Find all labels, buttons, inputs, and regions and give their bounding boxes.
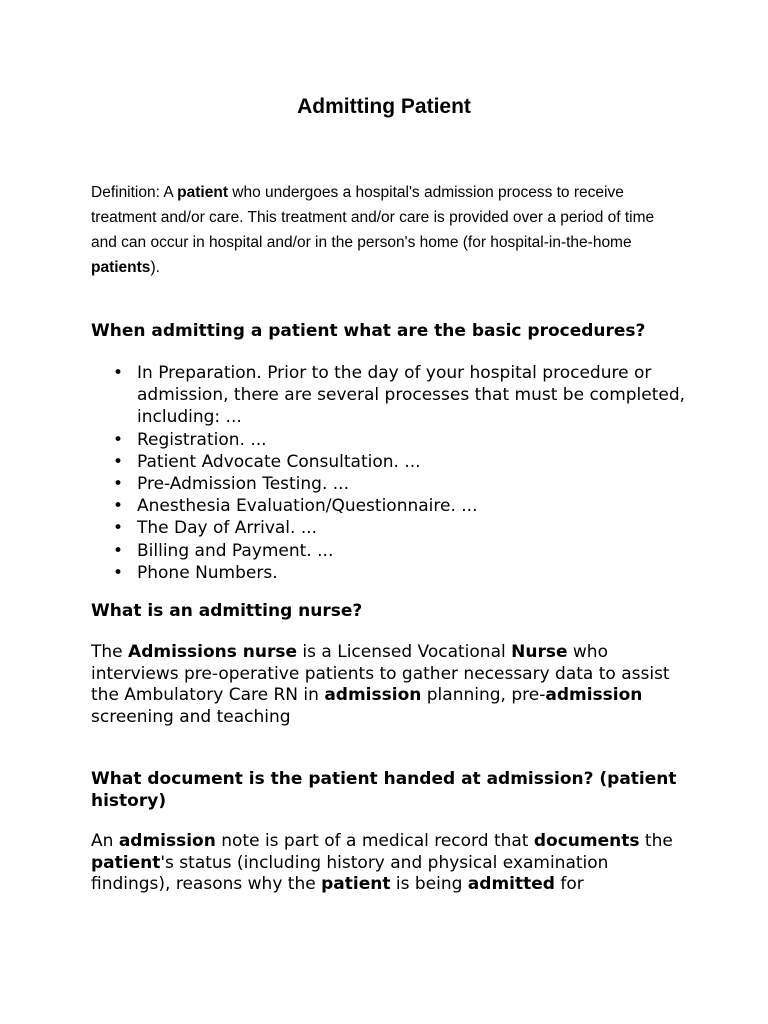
bold-term: Nurse bbox=[511, 642, 568, 662]
bold-term: patient bbox=[321, 874, 391, 894]
text-run: who interviews pre-operative patients to gather necessary data to assist the Ambulatory Care RN in bbox=[91, 642, 670, 705]
text-run: for bbox=[554, 874, 584, 894]
list-item bbox=[113, 562, 691, 584]
bullet-icon: • bbox=[113, 540, 124, 561]
procedures-heading: When admitting a patient what are the basic procedures? bbox=[91, 321, 646, 341]
definition-label: Definition: A bbox=[91, 184, 178, 201]
list-item-text: Phone Numbers. bbox=[137, 562, 278, 583]
page-title: Admitting Patient bbox=[297, 95, 471, 118]
list-item-text: Patient Advocate Consultation. ... bbox=[137, 451, 421, 472]
definition-patient-term: patient bbox=[177, 184, 228, 201]
list-item-text: Billing and Payment. ... bbox=[137, 540, 334, 561]
bold-term: admission bbox=[545, 685, 643, 705]
list-item-text: Anesthesia Evaluation/Questionnaire. ... bbox=[137, 496, 478, 517]
text-run: screening and teaching bbox=[91, 706, 291, 727]
text-run: the bbox=[639, 831, 673, 851]
definition-patients-term: patients bbox=[91, 259, 151, 276]
admitting-nurse-heading: What is an admitting nurse? bbox=[91, 601, 363, 621]
bold-term: admission bbox=[324, 685, 422, 705]
text-run: is being bbox=[390, 874, 468, 894]
bold-term: documents bbox=[533, 831, 640, 851]
definition-text: who undergoes a hospital's admission process to receive treatment and/or care. This treatment and/or care is provided over a period of time and can occur in hospital and/or in the person's home (for hospital-in-the-home bbox=[91, 184, 655, 251]
bullet-icon: • bbox=[113, 562, 124, 583]
list-item bbox=[113, 429, 691, 451]
text-run: The bbox=[91, 642, 129, 662]
procedures-list bbox=[91, 362, 691, 584]
text-run: planning, pre- bbox=[421, 685, 546, 705]
list-item bbox=[113, 451, 691, 473]
list-item bbox=[113, 495, 691, 517]
definition-text-end: ). bbox=[150, 259, 160, 276]
bold-term: Admissions nurse bbox=[128, 642, 298, 662]
list-item-text: The Day of Arrival. ... bbox=[137, 518, 318, 539]
admission-document-paragraph bbox=[91, 831, 681, 896]
bold-term: admission bbox=[118, 831, 216, 851]
list-item-text: In Preparation. Prior to the day of your hospital procedure or admission, there are several processes that must be completed, including: ... bbox=[137, 363, 686, 428]
bullet-icon: • bbox=[113, 496, 124, 517]
text-run: An bbox=[91, 831, 119, 851]
admission-document-heading: What document is the patient handed at admission? (patient history) bbox=[91, 769, 677, 811]
definition-paragraph bbox=[91, 180, 681, 280]
list-item bbox=[113, 473, 691, 495]
list-item bbox=[113, 362, 691, 429]
bold-term: patient bbox=[91, 852, 161, 873]
text-run: is a Licensed Vocational bbox=[297, 642, 512, 662]
bullet-icon: • bbox=[113, 429, 124, 450]
bullet-icon: • bbox=[113, 474, 124, 495]
bullet-icon: • bbox=[113, 518, 124, 539]
list-item-text: Registration. ... bbox=[137, 429, 267, 450]
text-run: 's status (including history and physical examination findings), reasons why the bbox=[91, 852, 609, 894]
text-run: note is part of a medical record that bbox=[215, 831, 534, 851]
bold-term: admitted bbox=[467, 874, 555, 894]
bullet-icon: • bbox=[113, 363, 124, 383]
list-item bbox=[113, 517, 691, 539]
admitting-nurse-paragraph bbox=[91, 642, 681, 728]
bullet-icon: • bbox=[113, 451, 124, 472]
list-item bbox=[113, 540, 691, 562]
list-item-text: Pre-Admission Testing. ... bbox=[137, 474, 349, 495]
